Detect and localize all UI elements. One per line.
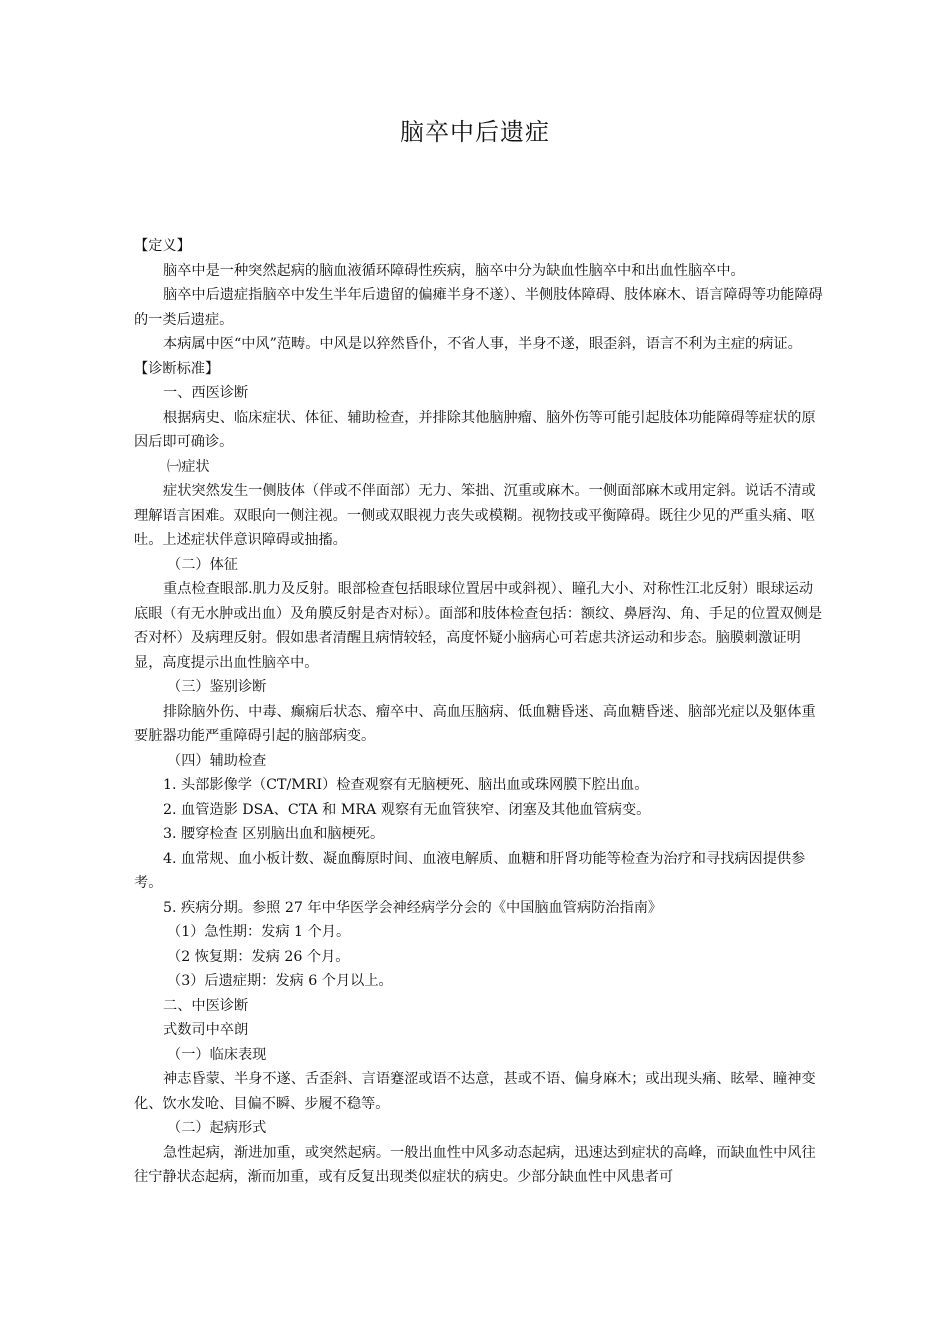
subheading: （四）辅助检查 [167, 752, 267, 769]
subheading: （1）急性期：发病 1 个月。 [167, 924, 351, 940]
subheading: （3）后遗症期：发病 6 个月以上。 [167, 973, 393, 989]
subheading: （2 恢复期：发病 26 个月。 [167, 948, 350, 965]
subheading: 式数司中卒朗 [163, 1022, 249, 1038]
body-paragraph: 根据病史、临床症状、体征、辅助检查，并排除其他脑肿瘤、脑外伤等可能引起肢体功能障碍等症状的原因后即可确诊。 [134, 409, 816, 450]
body-paragraph: 急性起病，渐进加重，或突然起病。一般出血性中风多动态起病，迅速达到症状的高峰，而缺血性中风往往宁静状态起病，渐而加重，或有反复出现类似症状的病史。少部分缺血性中风患者可 [134, 1144, 816, 1185]
body-paragraph: 2. 血管造影 DSA、CTA 和 MRA 观察有无血管狭窄、闭塞及其他血管病变。 [163, 801, 651, 818]
body-paragraph: 5. 疾病分期。参照 27 年中华医学会神经病学分会的《中国脑血管病防治指南》 [163, 899, 663, 916]
subheading: （三）鉴别诊断 [167, 679, 267, 695]
subheading: 二、中医诊断 [163, 997, 249, 1014]
body-paragraph: 排除脑外伤、中毒、癫痫后状态、瘤卒中、高血压脑病、低血糖昏迷、高血糖昏迷、脑部光症以及躯体重要脏器功能严重障碍引起的脑部病变。 [134, 703, 816, 744]
document-body [134, 234, 824, 1190]
section-heading: 【定义】 [134, 238, 191, 254]
subheading: 一、西医诊断 [163, 385, 249, 401]
body-paragraph: 重点检查眼部.肌力及反射。眼部检查包括眼球位置居中或斜视）、瞳孔大小、对称性江北反射）眼球运动底眼（有无水肿或出血）及角膜反射是杏对标）。面部和肢体检查包括：额纹、鼻唇沟、角、手足的位置双侧是否对杯）及病理反射。假如患者清醒且病情较轻，高度怀疑小脑病心可若虑共济运动和步态。脑膜刺激证明显，高度提示出血性脑卒中。 [134, 581, 823, 671]
body-paragraph: 脑卒中后遗症指脑卒中发生半年后遗留的偏瘫半身不遂）、半侧肢体障碍、肢体麻木、语言障碍等功能障碍的一类后遗症。 [134, 287, 823, 328]
body-paragraph: 神志昏蒙、半身不遂、舌歪斜、言语蹇涩或语不达意，甚或不语、偏身麻木；或出现头痛、眩晕、瞳神变化、饮水发呛、目偏不瞬、步履不稳等。 [134, 1071, 816, 1112]
section-heading: 【诊断标准】 [134, 360, 220, 377]
subheading: ㈠症状 [167, 458, 210, 475]
body-paragraph: 1. 头部影像学（CT/MRI）检查观察有无脑梗死、脑出血或珠网膜下腔出血。 [163, 777, 649, 793]
body-paragraph: 脑卒中是一种突然起病的脑血液循环障碍性疾病，脑卒中分为缺血性脑卒中和出血性脑卒中。 [163, 262, 745, 279]
body-paragraph: 本病属中医“中风”范畴。中风是以猝然昏仆，不省人事，半身不遂，眼歪斜，语言不利为主症的病证。 [163, 336, 802, 352]
body-paragraph: 症状突然发生一侧肢体（伴或不伴面部）无力、笨拙、沉重或麻木。一侧面部麻木或用定斜。说话不清或理解语言困难。双眼向一侧注视。一侧或双眼视力丧失或模糊。视物技或平衡障碍。既往少见的严重头痛、呕吐。上述症状伴意识障碍或抽搐。 [134, 483, 816, 548]
subheading: （二）起病形式 [167, 1120, 267, 1136]
body-paragraph: 4. 血常规、血小板计数、凝血酶原时间、血液电解质、血糖和肝肾功能等检查为治疗和寻找病因提供参考。 [134, 850, 806, 891]
page-title: 脑卒中后遗症 [400, 118, 550, 146]
body-paragraph: 3. 腰穿检查 区别脑出血和脑梗死。 [163, 826, 385, 842]
subheading: （一）临床表现 [167, 1046, 267, 1063]
subheading: （二）体征 [167, 556, 238, 573]
